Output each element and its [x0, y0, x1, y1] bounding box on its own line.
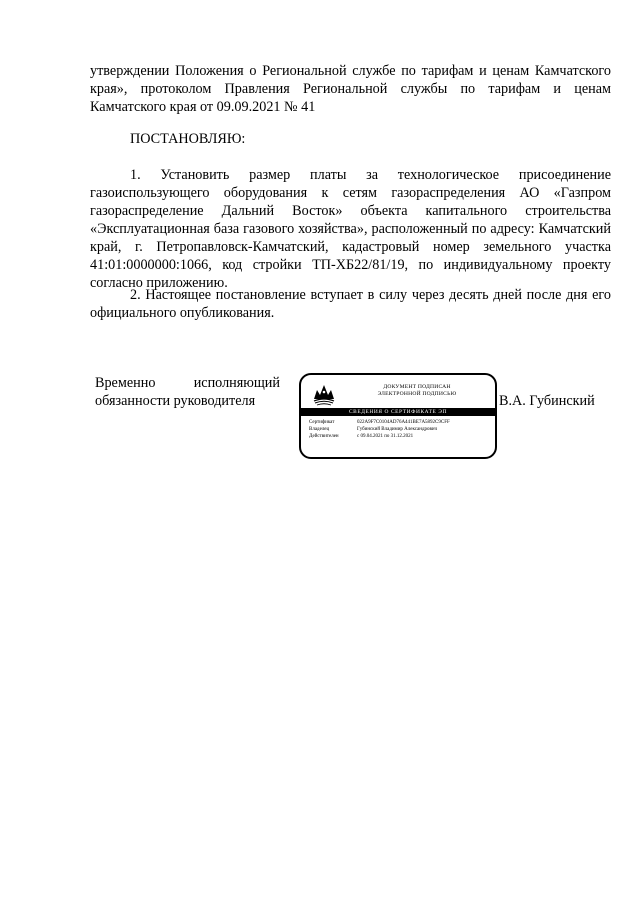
signatory-position-line-1: Временно исполняющий	[95, 375, 280, 391]
stamp-title	[341, 384, 493, 398]
decree-heading: ПОСТАНОВЛЯЮ:	[130, 131, 246, 147]
stamp-certificate-row	[309, 420, 450, 426]
intro-paragraph: утверждении Положения о Региональной службе по тарифам и ценам Камчатского края», протоколом Правления Региональной службы по тарифам и ценам Камчатского края от 09.09.2021 № 41	[90, 63, 611, 115]
stamp-validity-row	[309, 434, 413, 440]
stamp-cert-label: Сертификат	[309, 420, 335, 425]
decree-item-1: 1. Установить размер платы за технологическое присоединение газоиспользующего оборудования к сетям газораспределения АО «Газпром газораспределение Дальний Восток» объекта капитального строительства «Эксплуатационная база газового хозяйства», расположенный по адресу: Камчатский край, г. Петропавловск-Камчатский, кадастровый номер земельного участка 41:01:0000000:1066, код стройки ТП-ХБ22/81/19, по индивидуальному проекту согласно приложению.	[90, 167, 611, 291]
stamp-valid-label: Действителен	[309, 434, 339, 439]
electronic-signature-stamp	[299, 373, 497, 459]
signatory-position	[95, 374, 280, 410]
stamp-title-line-1: ДОКУМЕНТ ПОДПИСАН	[383, 384, 451, 390]
signatory-position-line-2: обязанности руководителя	[95, 393, 256, 409]
stamp-title-line-2: ЭЛЕКТРОННОЙ ПОДПИСЬЮ	[377, 391, 457, 397]
stamp-owner-value: Губинский Владимир Александрович	[357, 427, 438, 432]
stamp-owner-label: Владелец	[309, 427, 330, 432]
stamp-cert-value: 022A9F7C0104AD76A441BE7A5892C9CFF	[357, 420, 450, 425]
decree-item-2: 2. Настоящее постановление вступает в силу через десять дней после дня его официального опубликования.	[90, 287, 611, 321]
stamp-owner-row	[309, 427, 437, 433]
stamp-certificate-bar: СВЕДЕНИЯ О СЕРТИФИКАТЕ ЭП	[301, 408, 495, 416]
signatory-name: В.А. Губинский	[499, 393, 595, 409]
coat-of-arms-icon	[311, 381, 337, 407]
stamp-valid-value: с 09.04.2021 по 31.12.2021	[357, 434, 414, 439]
